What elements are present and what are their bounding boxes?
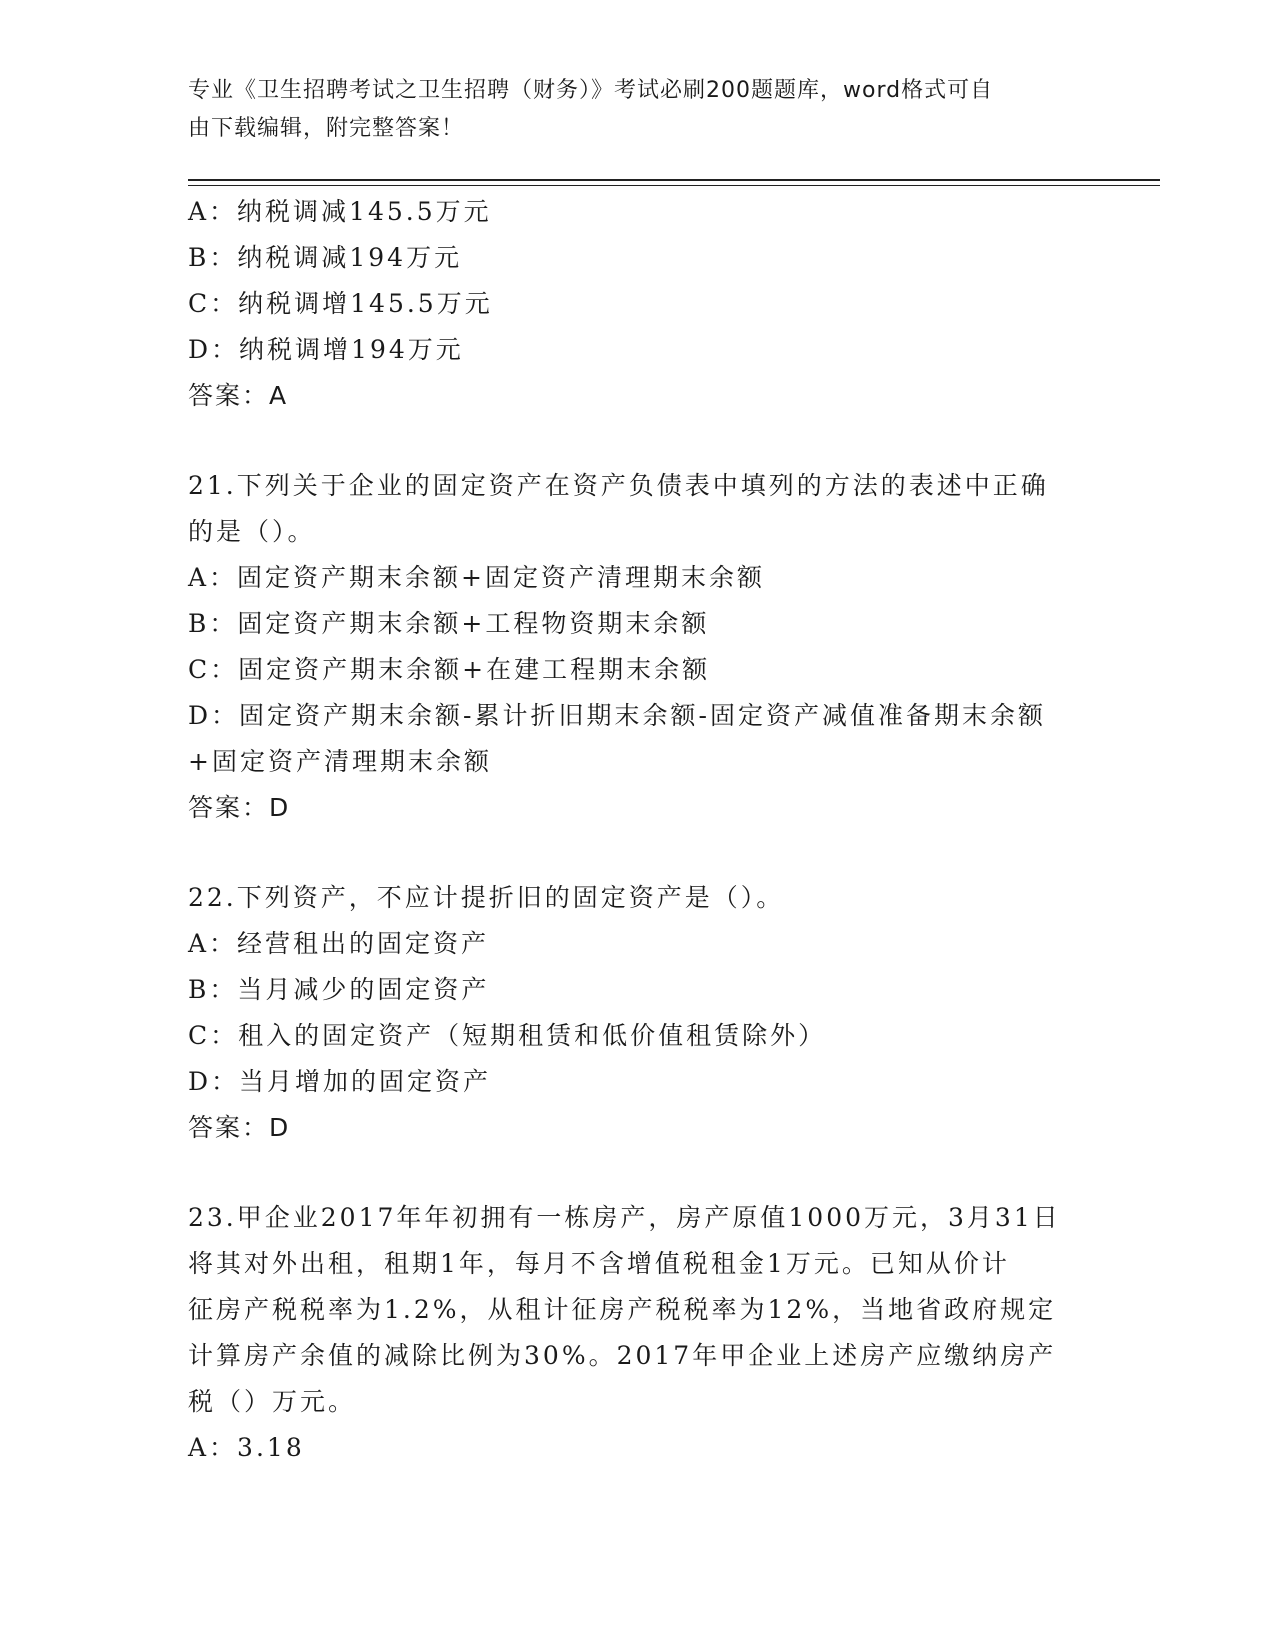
- question-text-line: 税（）万元。: [188, 1387, 357, 1416]
- header-rule-thick: [188, 179, 1160, 181]
- option-c: C：租入的固定资产（短期租赁和低价值租赁除外）: [188, 1021, 827, 1050]
- option-b: B：当月减少的固定资产: [188, 975, 490, 1004]
- header-rule-thin: [188, 185, 1160, 186]
- option-b: B：固定资产期末余额+工程物资期末余额: [188, 609, 710, 638]
- option-a: A：纳税调减145.5万元: [188, 197, 492, 226]
- answer: 答案：D: [188, 1113, 291, 1142]
- option-b: B：纳税调减194万元: [188, 243, 463, 272]
- question-text-line: 将其对外出租，租期1年，每月不含增值税租金1万元。已知从价计: [188, 1249, 1010, 1278]
- option-d-continued: +固定资产清理期末余额: [188, 747, 492, 776]
- spacer: [188, 419, 1088, 463]
- question-text-line: 的是（）。: [188, 517, 316, 546]
- option-a: A：经营租出的固定资产: [188, 929, 490, 958]
- option-c: C：纳税调增145.5万元: [188, 289, 493, 318]
- question-text-line: 23.甲企业2017年年初拥有一栋房产，房产原值1000万元，3月31日: [188, 1203, 1061, 1232]
- question-list: [188, 189, 1088, 1471]
- option-d: D：纳税调增194万元: [188, 335, 464, 364]
- option-d: D：固定资产期末余额-累计折旧期末余额-固定资产减值准备期末余额: [188, 701, 1046, 730]
- document-header: [188, 72, 1088, 148]
- answer: 答案：D: [188, 793, 291, 822]
- question-20: [188, 189, 1088, 419]
- spacer: [188, 831, 1088, 875]
- header-line-2: 由下载编辑，附完整答案！: [188, 116, 465, 141]
- option-d: D：当月增加的固定资产: [188, 1067, 492, 1096]
- answer: 答案：A: [188, 381, 289, 410]
- question-21: [188, 463, 1088, 831]
- question-23: [188, 1195, 1088, 1471]
- question-text-line: 征房产税税率为1.2%，从租计征房产税税率为12%，当地省政府规定: [188, 1295, 1057, 1324]
- question-22: [188, 875, 1088, 1151]
- header-line-1: 专业《卫生招聘考试之卫生招聘（财务）》考试必刷200题题库，word格式可自: [188, 78, 994, 103]
- question-text-line: 21.下列关于企业的固定资产在资产负债表中填列的方法的表述中正确: [188, 471, 1049, 500]
- spacer: [188, 1151, 1088, 1195]
- option-a: A：3.18: [188, 1433, 305, 1462]
- option-c: C：固定资产期末余额+在建工程期末余额: [188, 655, 711, 684]
- question-text-line: 计算房产余值的减除比例为30%。2017年甲企业上述房产应缴纳房产: [188, 1341, 1057, 1370]
- question-text-line: 22.下列资产，不应计提折旧的固定资产是（）。: [188, 883, 785, 912]
- option-a: A：固定资产期末余额+固定资产清理期末余额: [188, 563, 766, 592]
